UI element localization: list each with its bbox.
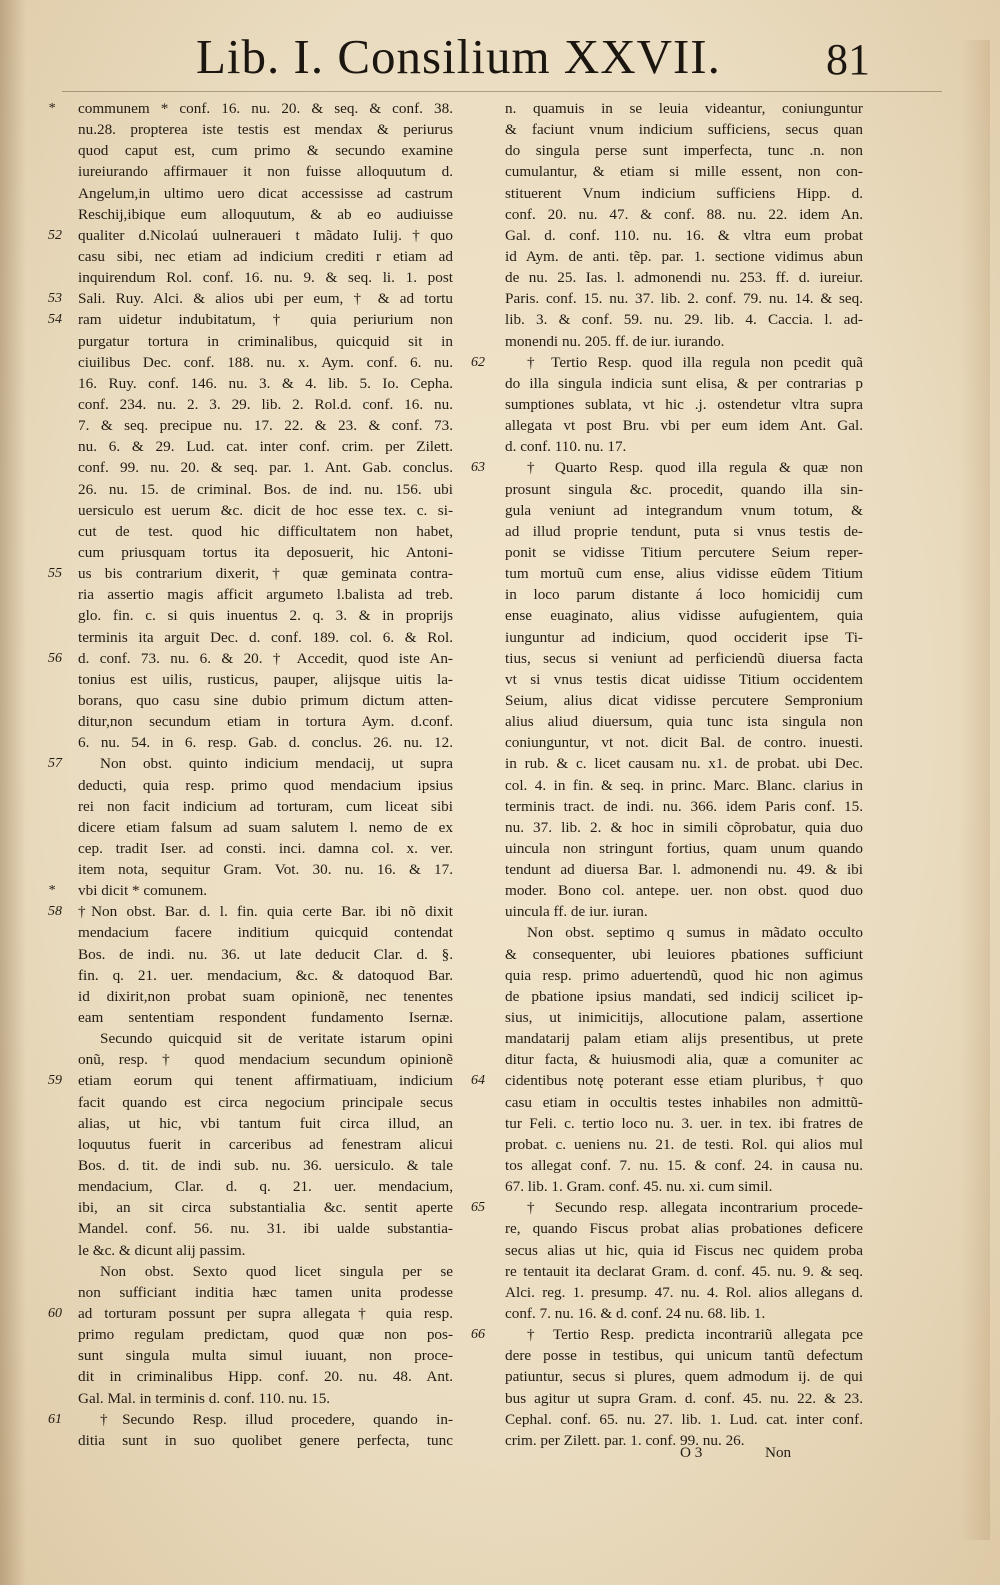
text-line bbox=[78, 479, 453, 500]
line-text: nu. 37. lib. 2. & hoc in simili cõprobatur, quia duo bbox=[505, 818, 863, 836]
text-line bbox=[78, 521, 453, 542]
margin-marker: 66 bbox=[471, 1327, 485, 1343]
text-line bbox=[505, 965, 863, 986]
line-text: Gal. d. conf. 110. nu. 16. & vltra eum probat bbox=[505, 226, 863, 244]
line-text: de nu. 25. Ias. l. admonendi nu. 253. ff. d. iureiur. bbox=[505, 269, 863, 287]
running-title: Lib. I. Consilium XXVII. bbox=[196, 29, 721, 84]
margin-marker: 63 bbox=[471, 460, 485, 476]
line-text: terminis tract. de indi. nu. 366. idem Paris conf. 15. bbox=[505, 797, 863, 815]
text-line bbox=[505, 394, 863, 415]
text-line bbox=[505, 119, 863, 140]
text-line bbox=[505, 309, 863, 330]
line-text: conf. 20. nu. 47. & conf. 88. nu. 22. idem An. bbox=[505, 205, 863, 223]
text-line bbox=[78, 394, 453, 415]
line-text: rei non facit indicium ad torturam, cum liceat sibi bbox=[78, 797, 453, 815]
text-line bbox=[78, 1345, 453, 1366]
line-text: ditur,non secundum etiam in tortura Aym. d.conf. bbox=[78, 713, 453, 731]
text-line bbox=[78, 1430, 453, 1451]
line-text: ad torturam possunt per supra allegata† quia resp. bbox=[78, 1305, 453, 1323]
line-text: ense euaginato, alius vidisse aufugientem, quia bbox=[505, 607, 863, 625]
margin-marker: 61 bbox=[48, 1411, 62, 1427]
line-text: † Tertio Resp. predicta incontrariũ allegata pce bbox=[527, 1326, 863, 1344]
line-text: conf. 7. nu. 16. & d. conf. 24 nu. 68. lib. 1. bbox=[505, 1305, 766, 1323]
text-line bbox=[505, 627, 863, 648]
text-line bbox=[471, 1324, 863, 1345]
text-line bbox=[505, 415, 863, 436]
line-text: tum mortuũ cum ense, alius vidisse eũdem Titium bbox=[505, 565, 863, 583]
line-text: conf. 234. nu. 2. 3. 29. lib. 2. Rol.d. conf. 16. nu. bbox=[78, 395, 453, 413]
text-line bbox=[505, 584, 863, 605]
line-text: nu. 6. & 29. Lud. cat. inter conf. crim. per Zilett. bbox=[78, 438, 453, 456]
text-line bbox=[78, 246, 453, 267]
text-line bbox=[78, 1240, 453, 1261]
line-text: vbi dicit * comunem. bbox=[78, 882, 208, 900]
text-line bbox=[505, 1303, 863, 1324]
text-line bbox=[78, 922, 453, 943]
line-text: Paris. conf. 15. nu. 37. lib. 2. conf. 79. nu. 14. & seq. bbox=[505, 290, 863, 308]
text-line bbox=[505, 563, 863, 584]
catchword: Non bbox=[765, 1444, 792, 1461]
line-text: ria assertio magis afficit argumeto l.balista ad treb. bbox=[78, 586, 453, 604]
text-line bbox=[78, 542, 453, 563]
text-line bbox=[505, 1345, 863, 1366]
line-text: fin. q. 21. uer. mendacium, &c. & datoquod Bar. bbox=[78, 966, 453, 984]
line-text: eam sententiam respondent fundamento Isernæ. bbox=[78, 1009, 453, 1027]
line-text: alius aliud diuersum, quia tunc ista singula non bbox=[505, 713, 863, 731]
text-line bbox=[505, 204, 863, 225]
text-line bbox=[78, 1366, 453, 1387]
text-line bbox=[78, 690, 453, 711]
line-text: patiuntur, secus si plures, quem admodum ij. de qui bbox=[505, 1368, 863, 1386]
margin-marker: * bbox=[48, 101, 55, 116]
text-line bbox=[48, 98, 453, 119]
text-line bbox=[505, 183, 863, 204]
line-text: onũ, resp. † quod mendacium secundum opinionẽ bbox=[78, 1051, 453, 1069]
line-text: ibi, an sit circa substantialia &c. sentit aperte bbox=[78, 1199, 453, 1217]
text-line bbox=[78, 1134, 453, 1155]
line-text: 16. Ruy. conf. 146. nu. 3. & 4. lib. 5. Io. Cepha. bbox=[78, 374, 453, 392]
text-line bbox=[78, 711, 453, 732]
line-text: 7. & seq. precipue nu. 17. 22. & 23. & conf. 73. bbox=[78, 417, 453, 435]
line-text: casu sibi, nec etiam ad indicium crediti r etiam ad bbox=[78, 247, 453, 265]
page-footer bbox=[505, 1442, 863, 1466]
text-line bbox=[78, 669, 453, 690]
line-text: us bis contrarium dixerit, † quæ geminata contra- bbox=[78, 565, 453, 583]
line-text: Alci. reg. 1. presump. 47. nu. 4. Rol. alios allegans d. bbox=[505, 1283, 863, 1301]
line-text: crim. per Zilett. par. 1. conf. 99. nu. 26. bbox=[505, 1431, 745, 1449]
text-line bbox=[48, 1070, 453, 1091]
text-line bbox=[505, 140, 863, 161]
line-text: uincula ff. de iur. iuran. bbox=[505, 903, 648, 921]
line-text: deducti, quia resp. primo quod mendacium ipsius bbox=[78, 776, 453, 794]
line-text: gula veniunt ad integrandum vnum totum, & bbox=[505, 501, 863, 519]
line-text: moder. Bono col. antepe. uer. non obst. quod duo bbox=[505, 882, 863, 900]
line-text: id Aym. de anti. tẽp. par. 1. sectione vidimus abun bbox=[505, 247, 863, 265]
line-text: tonius est uilis, rusticus, pauper, alijsque uitis la- bbox=[78, 670, 453, 688]
line-text: re, quando Fiscus probat alias probationes deficere bbox=[505, 1220, 863, 1238]
line-text: d. conf. 73. nu. 6. & 20. † Accedit, quod iste An- bbox=[78, 649, 453, 667]
text-line bbox=[78, 161, 453, 182]
line-text: 26. nu. 15. de criminal. Bos. de ind. nu. 156. ubi bbox=[78, 480, 453, 498]
text-line bbox=[78, 331, 453, 352]
line-text: dere posse in testibus, qui unicum tantũ defectum bbox=[505, 1347, 863, 1365]
text-line bbox=[505, 1113, 863, 1134]
text-line bbox=[78, 204, 453, 225]
margin-marker: 53 bbox=[48, 291, 62, 307]
text-line bbox=[78, 1261, 453, 1282]
text-line bbox=[78, 1324, 453, 1345]
text-line bbox=[505, 1092, 863, 1113]
line-text: Cephal. conf. 65. nu. 27. lib. 1. Lud. cat. inter conf. bbox=[505, 1410, 863, 1428]
line-text: tendunt ad diuersa Bar. l. admonendi nu. 49. & ibi bbox=[505, 861, 863, 879]
text-line bbox=[48, 880, 453, 901]
text-line bbox=[78, 140, 453, 161]
line-text: do singula perse sunt imperfecta, tunc .n. non bbox=[505, 142, 863, 160]
line-text: glo. fin. c. si quis inuentus 2. q. 3. & in proprijs bbox=[78, 607, 453, 625]
left-column bbox=[48, 98, 453, 1451]
text-line bbox=[78, 1049, 453, 1070]
text-line bbox=[78, 119, 453, 140]
line-text: terminis ita arguit Dec. d. conf. 189. col. 6. & Rol. bbox=[78, 628, 453, 646]
line-text: probat. c. ueniens nu. 21. de testi. Rol. qui alios mul bbox=[505, 1135, 863, 1153]
text-line bbox=[78, 838, 453, 859]
line-text: tur Feli. c. tertio loco nu. 3. uer. in tex. ibi fratres de bbox=[505, 1114, 863, 1132]
line-text: sius, ut inimicitijs, allocutione palam, assertione bbox=[505, 1009, 863, 1027]
text-line bbox=[78, 817, 453, 838]
line-text: †Secundo Resp. illud procedere, quando in- bbox=[100, 1410, 453, 1428]
text-line bbox=[78, 796, 453, 817]
text-line bbox=[78, 1197, 453, 1218]
text-line bbox=[505, 521, 863, 542]
line-text: Seium, alius dicat vidisse percutere Sempronium bbox=[505, 691, 863, 709]
text-line bbox=[505, 1366, 863, 1387]
text-line bbox=[505, 1155, 863, 1176]
line-text: communem * conf. 16. nu. 20. & seq. & conf. 38. bbox=[78, 100, 453, 117]
line-text: allegata vt post Bru. vbi per eum idem Ant. Gal. bbox=[505, 417, 863, 435]
line-text: borans, quo casu sine dubio primum dictum atten- bbox=[78, 691, 453, 709]
page-number: 81 bbox=[826, 35, 870, 84]
line-text: vt si vnus testis dicat uidisse Titium occidentem bbox=[505, 670, 863, 688]
line-text: Gal. Mal. in terminis d. conf. 110. nu. 15. bbox=[78, 1389, 331, 1407]
page-header bbox=[0, 28, 1000, 88]
text-line bbox=[505, 331, 863, 352]
margin-marker: 62 bbox=[471, 354, 485, 370]
text-line bbox=[505, 1028, 863, 1049]
text-line bbox=[505, 901, 863, 922]
text-line bbox=[505, 669, 863, 690]
text-line bbox=[48, 753, 453, 774]
text-line bbox=[505, 225, 863, 246]
text-line bbox=[78, 859, 453, 880]
text-line bbox=[505, 1240, 863, 1261]
line-text: †Non obst. Bar. d. l. fin. quia certe Bar. ibi nõ dixit bbox=[78, 903, 453, 921]
text-line bbox=[78, 1113, 453, 1134]
gutter-shadow bbox=[0, 0, 26, 1585]
line-text: ditia sunt in suo quolibet genere perfecta, tunc bbox=[78, 1431, 453, 1449]
margin-marker: 57 bbox=[48, 756, 62, 772]
line-text: id dixirit,non probat suam opinionẽ, nec tenentes bbox=[78, 987, 453, 1005]
line-text: prosunt singula &c. procedit, quando illa sin- bbox=[505, 480, 863, 498]
text-line bbox=[78, 1218, 453, 1239]
margin-marker: 52 bbox=[48, 227, 62, 243]
text-line bbox=[505, 1282, 863, 1303]
text-line bbox=[505, 986, 863, 1007]
text-line bbox=[505, 373, 863, 394]
text-line bbox=[505, 161, 863, 182]
text-line bbox=[505, 690, 863, 711]
line-text: bus agitur ut supra Gram. d. conf. 45. nu. 22. & 23. bbox=[505, 1389, 863, 1407]
line-text: quod caput est, cum primo & secundo examine bbox=[78, 142, 453, 160]
line-text: iunguntur ad indicium, quod occiderit ipse Ti- bbox=[505, 628, 863, 646]
text-line bbox=[78, 352, 453, 373]
margin-marker: * bbox=[48, 883, 55, 899]
text-line bbox=[505, 817, 863, 838]
text-line bbox=[78, 986, 453, 1007]
text-line bbox=[505, 1049, 863, 1070]
text-line bbox=[78, 1282, 453, 1303]
text-line bbox=[78, 1176, 453, 1197]
text-line bbox=[48, 563, 453, 584]
line-text: cep. tradit Iser. ad consti. inci. damna col. x. ver. bbox=[78, 839, 453, 857]
text-line bbox=[78, 373, 453, 394]
line-text: etiam eorum qui tenent affirmatiuam, indicium bbox=[78, 1072, 453, 1090]
text-line bbox=[48, 1303, 453, 1324]
text-line bbox=[505, 711, 863, 732]
text-line bbox=[48, 309, 453, 330]
text-line bbox=[505, 922, 863, 943]
margin-marker: 60 bbox=[48, 1306, 62, 1322]
line-text: primo regulam predictam, quod quæ non pos- bbox=[78, 1326, 453, 1344]
text-line bbox=[505, 880, 863, 901]
text-line bbox=[48, 648, 453, 669]
text-line bbox=[78, 1155, 453, 1176]
line-text: coniunguntur, vt not. dicit Bal. de contro. inuesti. bbox=[505, 734, 863, 752]
text-line bbox=[505, 1007, 863, 1028]
line-text: Angelum,in ultimo uero dicat accessisse ad castrum bbox=[78, 184, 453, 202]
line-text: do illa singula indicia sunt elisa, & per contrarias p bbox=[505, 374, 863, 392]
line-text: in rub. & c. licet causam nu. x1. de probat. ubi Dec. bbox=[505, 755, 863, 773]
text-line bbox=[505, 267, 863, 288]
line-text: 67. lib. 1. Gram. conf. 45. nu. xi. cum simil. bbox=[505, 1178, 773, 1196]
line-text: stituerent Vnum indicium sufficiens Hipp. d. bbox=[505, 184, 863, 202]
text-line bbox=[505, 1218, 863, 1239]
line-text: de pbatione ipsius mandati, sed indicij scilicet ip- bbox=[505, 987, 863, 1005]
text-line bbox=[505, 500, 863, 521]
line-text: in loco parum distante á loco homicidij cum bbox=[505, 586, 863, 604]
line-text: tos allegat conf. 7. nu. 15. & conf. 24. in causa nu. bbox=[505, 1157, 863, 1175]
text-line bbox=[78, 1007, 453, 1028]
line-text: uincula non stringunt fortius, quam unum quando bbox=[505, 839, 863, 857]
line-text: re tentauit ita declarat Gram. d. conf. 45. nu. 9. & seq. bbox=[505, 1262, 863, 1280]
line-text: Reschij,ibique eum alloquutum, & ab eo audiuisse bbox=[78, 205, 453, 223]
line-text: Secundo quicquid sit de veritate istarum opini bbox=[100, 1030, 453, 1048]
text-line bbox=[78, 627, 453, 648]
line-text: col. 4. in fin. & seq. in princ. Marc. Blanc. clarius in bbox=[505, 776, 863, 794]
margin-marker: 54 bbox=[48, 312, 62, 328]
margin-marker: 58 bbox=[48, 904, 62, 920]
text-line bbox=[48, 288, 453, 309]
text-line bbox=[505, 542, 863, 563]
line-text: † Secundo resp. allegata incontrarium procede- bbox=[527, 1199, 863, 1217]
line-text: 6. nu. 54. in 6. resp. Gab. d. conclus. 26. nu. 12. bbox=[78, 734, 453, 752]
text-line bbox=[48, 225, 453, 246]
line-text: conf. 99. nu. 20. & seq. par. 1. Ant. Gab. conclus. bbox=[78, 459, 453, 477]
line-text: & consequenter, ubi leuiores pbationes sufficiunt bbox=[505, 945, 863, 963]
text-line bbox=[78, 436, 453, 457]
line-text: cumulantur, & etiam si mille essent, non con- bbox=[505, 163, 863, 181]
line-text: secus alias ut hic, quia id Fiscus nec quidem proba bbox=[505, 1241, 863, 1259]
text-line bbox=[78, 605, 453, 626]
line-text: lib. 3. & conf. 59. nu. 29. lib. 4. Caccia. l. ad- bbox=[505, 311, 863, 329]
text-line bbox=[78, 775, 453, 796]
margin-marker: 64 bbox=[471, 1073, 485, 1089]
line-text: non sufficiant inditia hæc tamen unita prodesse bbox=[78, 1283, 453, 1301]
line-text: mendacium, Clar. d. q. 21. uer. mendacium, bbox=[78, 1178, 453, 1196]
line-text: cidentibus notę poterant esse etiam pluribus, † quo bbox=[505, 1072, 863, 1090]
line-text: cum priusquam tortus ita deposuerit, hic Antoni- bbox=[78, 543, 453, 561]
line-text: qualiter d.Nicolaú uulneraueri t mãdato Iulij.†quo bbox=[78, 226, 453, 244]
line-text: item nota, sequitur Gram. Vot. 30. nu. 16. & 17. bbox=[78, 861, 453, 879]
line-text: mandatarij palam etiam alijs presentibus, ut prete bbox=[505, 1030, 863, 1048]
line-text: Sali. Ruy. Alci. & alios ubi per eum, † & ad tortu bbox=[78, 290, 453, 308]
text-line bbox=[505, 605, 863, 626]
text-line bbox=[78, 1028, 453, 1049]
text-line bbox=[78, 267, 453, 288]
line-text: Bos. de indi. nu. 36. ut late deducit Clar. d. §. bbox=[78, 945, 453, 963]
line-text: uersiculo est uerum &c. dicit de hoc esse tex. c. si- bbox=[78, 501, 453, 519]
line-text: sunt singula multa simul iuuant, non proce- bbox=[78, 1347, 453, 1365]
text-line bbox=[505, 1409, 863, 1430]
text-line bbox=[78, 732, 453, 753]
text-line bbox=[505, 859, 863, 880]
text-line bbox=[78, 584, 453, 605]
header-rule bbox=[62, 91, 942, 92]
text-line bbox=[78, 183, 453, 204]
text-line bbox=[505, 753, 863, 774]
text-line bbox=[505, 944, 863, 965]
line-text: Non obst. quinto indicium mendacij, ut supra bbox=[100, 755, 453, 773]
text-line bbox=[505, 1134, 863, 1155]
text-line bbox=[505, 288, 863, 309]
paper-stain bbox=[960, 40, 990, 1540]
line-text: d. conf. 110. nu. 17. bbox=[505, 438, 627, 456]
line-text: alias, ut hic, vbi tantum fuit circa illud, an bbox=[78, 1114, 453, 1132]
line-text: ad illud proprie tendunt, puta si vnus testis de- bbox=[505, 522, 863, 540]
line-text: Mandel. conf. 56. nu. 31. ibi ualde substantia- bbox=[78, 1220, 453, 1238]
text-line bbox=[505, 436, 863, 457]
line-text: mendacium facere inditium quicquid contendat bbox=[78, 924, 453, 942]
text-line bbox=[78, 457, 453, 478]
line-text: loquutus fuerit in carceribus ad fenestram alicui bbox=[78, 1135, 453, 1153]
text-line bbox=[505, 648, 863, 669]
text-line bbox=[505, 98, 863, 119]
line-text: casu etiam in occultis testes inhabiles non admittũ- bbox=[505, 1093, 863, 1111]
line-text: ciuilibus Dec. conf. 188. nu. x. Aym. conf. 6. nu. bbox=[78, 353, 453, 371]
line-text: ponit se vidisse Titium percutere Seium reper- bbox=[505, 543, 863, 561]
margin-marker: 65 bbox=[471, 1200, 485, 1216]
right-column bbox=[471, 98, 863, 1451]
text-line bbox=[505, 1261, 863, 1282]
text-line bbox=[78, 1092, 453, 1113]
line-text: monendi nu. 205. ff. de iur. iurando. bbox=[505, 332, 725, 350]
line-text: † Quarto Resp. quod illa regula & quæ non bbox=[527, 459, 863, 477]
text-line bbox=[78, 500, 453, 521]
line-text: & faciunt vnum indicium sufficiens, secus quan bbox=[505, 121, 863, 139]
text-line bbox=[78, 965, 453, 986]
line-text: inquirendum Rol. conf. 16. nu. 9. & seq. li. 1. post bbox=[78, 269, 453, 287]
text-line bbox=[505, 732, 863, 753]
text-line bbox=[471, 1197, 863, 1218]
signature-mark: O 3 bbox=[680, 1444, 703, 1461]
line-text: dicere etiam falsum ad suam salutem l. nemo de ex bbox=[78, 818, 453, 836]
line-text: n. quamuis in se leuia videantur, coniunguntur bbox=[505, 100, 863, 117]
line-text: purgatur tortura in criminalibus, quicquid sit in bbox=[78, 332, 453, 350]
margin-marker: 59 bbox=[48, 1073, 62, 1089]
line-text: cut de test. quod hic difficultatem non habet, bbox=[78, 522, 453, 540]
line-text: tius, secus si veniunt ad perficiendũ diuersa facta bbox=[505, 649, 863, 667]
text-line bbox=[48, 1409, 453, 1430]
text-line bbox=[78, 1388, 453, 1409]
line-text: facit quando est circa negocium principale secus bbox=[78, 1093, 453, 1111]
margin-marker: 55 bbox=[48, 566, 62, 582]
text-line bbox=[505, 479, 863, 500]
text-line bbox=[78, 944, 453, 965]
line-text: nu.28. propterea iste testis est mendax & periurus bbox=[78, 121, 453, 139]
line-text: Non obst. septimo q sumus in mãdato occulto bbox=[527, 924, 863, 942]
text-line bbox=[505, 1176, 863, 1197]
line-text: iureiurando affirmauer it non fuisse alloquutum d. bbox=[78, 163, 453, 181]
margin-marker: 56 bbox=[48, 650, 62, 666]
line-text: Bos. d. tit. de indi sub. nu. 36. uersiculo. & tale bbox=[78, 1157, 453, 1175]
line-text: sumptiones sublata, vt hic .j. ostendetur vltra supra bbox=[505, 395, 863, 413]
line-text: ditur facta, & huiusmodi alia, quæ a comuniter ac bbox=[505, 1051, 863, 1069]
text-line bbox=[505, 775, 863, 796]
text-line bbox=[505, 1388, 863, 1409]
line-text: le &c. & dicunt alij passim. bbox=[78, 1241, 246, 1259]
text-line bbox=[78, 415, 453, 436]
text-line bbox=[505, 246, 863, 267]
text-line bbox=[471, 457, 863, 478]
text-line bbox=[48, 901, 453, 922]
text-line bbox=[471, 1070, 863, 1091]
line-text: Non obst. Sexto quod licet singula per se bbox=[100, 1262, 453, 1280]
text-line bbox=[505, 838, 863, 859]
line-text: † Tertio Resp. quod illa regula non pcedit quã bbox=[527, 353, 863, 371]
text-line bbox=[505, 796, 863, 817]
line-text: dit in criminalibus Hipp. conf. 20. nu. 48. Ant. bbox=[78, 1368, 453, 1386]
text-line bbox=[471, 352, 863, 373]
line-text: ram uidetur indubitatum, † quia periurium non bbox=[78, 311, 453, 329]
line-text: quia resp. primo aduertendũ, quod hic non agimus bbox=[505, 966, 863, 984]
